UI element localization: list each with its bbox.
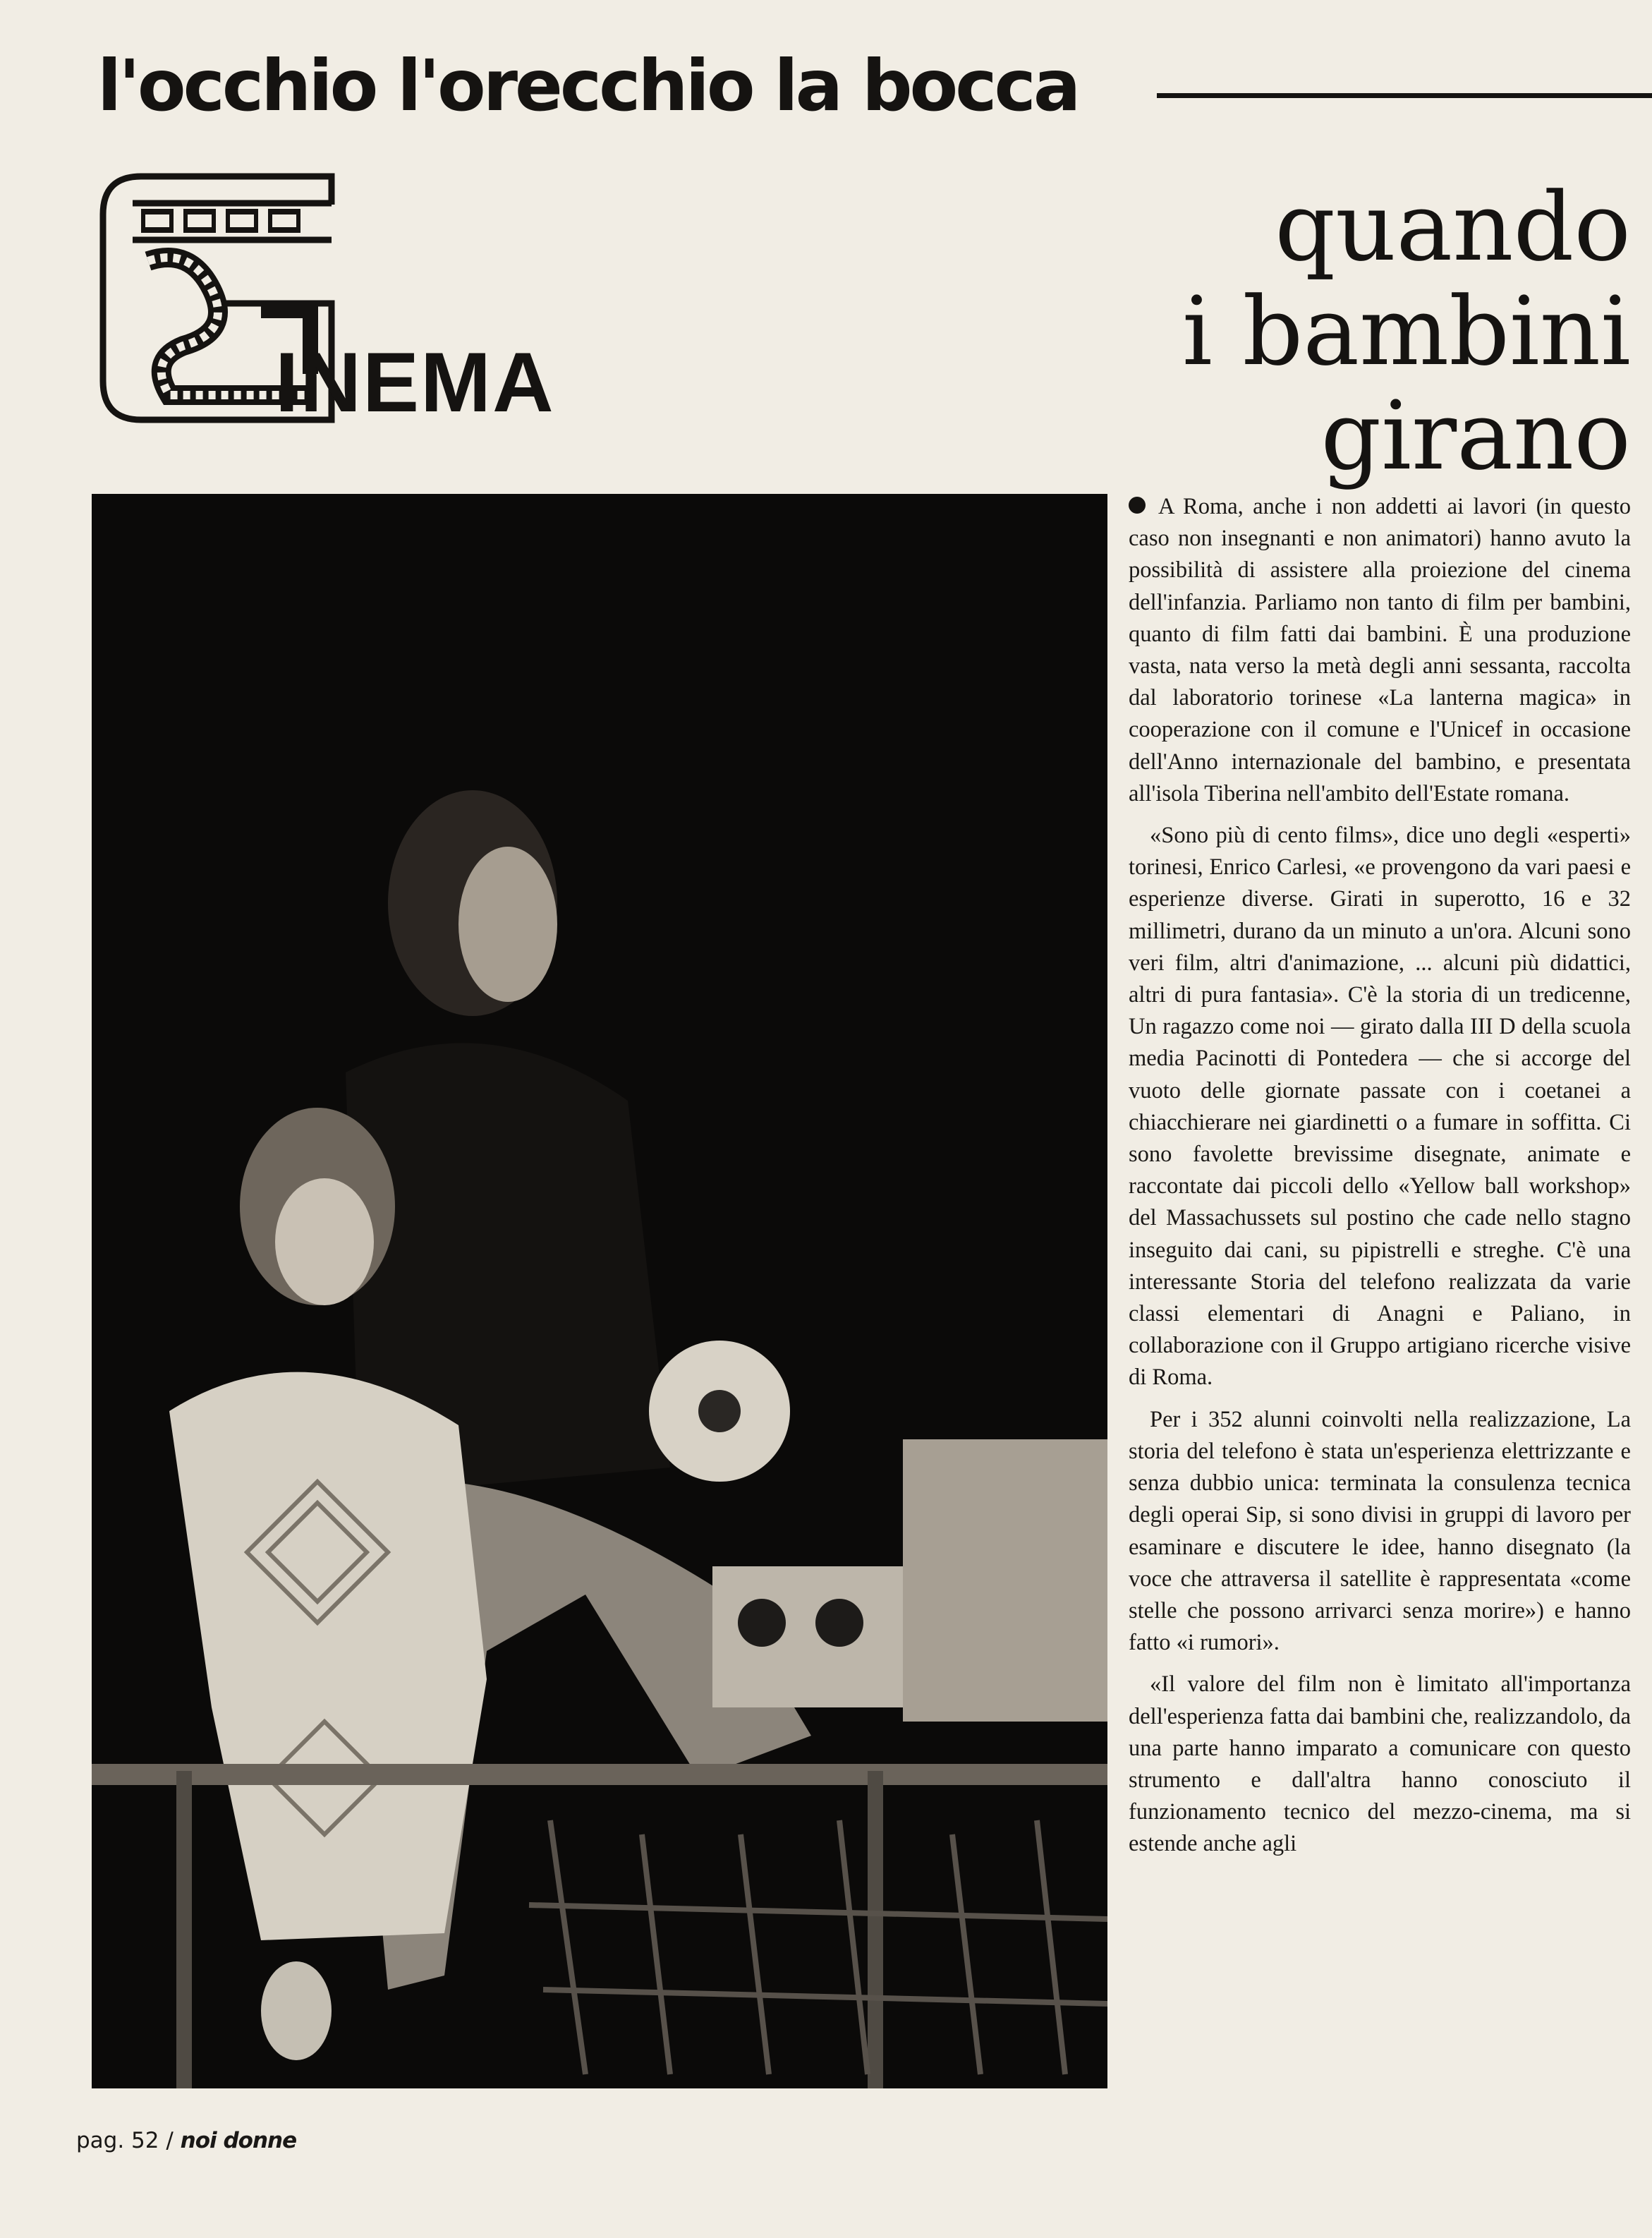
paragraph: Per i 352 alunni coinvolti nella realizzazione, La storia del telefono è stata un'esperienza elettrizzante e senza dubbio unica: terminata la consulenza tecnica degli operai Sip, si sono divisi in gruppi di lavoro per esaminare e discutere le idee, hanno disegnato (la voce che attraversa il satellite è rappresentata «come stelle che possono arrivarci senza morire») e hanno fatto «i rumori». [1129, 1406, 1631, 1656]
headline-line: quando [1275, 172, 1631, 282]
section-rubric: l'occhio l'orecchio la bocca [97, 44, 1079, 127]
rubric-divider [1157, 93, 1652, 98]
paragraph-text: A Roma, anche i non addetti ai lavori (in questo caso non insegnanti e non animatori) hanno avuto la possibilità di assistere alla proiezione del cinema dell'infanzia. Parliamo non tanto di film per bambini, quanto di film fatti dai bambini. È una produzione vasta, nata verso la metà degli anni sessanta, raccolta dal laboratorio torinese «La lanterna magica» in cooperazione con il comune e l'Unicef in occasione dell'Anno internazionale del bambino, e presentata all'isola Tiberina nell'ambito dell'Estate romana. [1129, 494, 1631, 806]
page-footer [76, 2128, 296, 2153]
section-logo [99, 169, 663, 430]
headline-line: i bambini [1182, 277, 1631, 387]
paragraph: «Il valore del film non è limitato all'importanza dell'esperienza fatta dai bambini che, realizzandolo, da una parte hanno imparato a comunicare con questo strumento e dall'altra hanno conosciuto il funzionamento tecnico del mezzo-cinema, ma si estende anche agli [1129, 1671, 1631, 1857]
headline-line: girano [1320, 381, 1631, 491]
article-photo [92, 494, 1107, 2088]
article-body [1129, 491, 1631, 1870]
magazine-name: noi donne [180, 2128, 297, 2153]
page-number: pag. 52 / [76, 2128, 174, 2153]
paragraph: «Sono più di cento films», dice uno degli «esperti» torinesi, Enrico Carlesi, «e provengono da vari paesi e esperienze diverse. Girati in superotto, 16 e 32 millimetri, durano da un minuto a un'ora. Alcuni sono veri film, altri d'animazione, ... alcuni più didattici, altri di pura fantasia». C'è la storia di un tredicenne, Un ragazzo come noi — girato dalla III D della scuola media Pacinotti di Pontedera — che si accorge del vuoto delle giornate passate con i coetanei a chiacchierare nei giardinetti o a fumare in soffitta. Ci sono favolette brevissime disegnate, animate e raccontate dai piccoli dello «Yellow ball workshop» del Massachussets sul postino che cade nello stagno inseguito dai cani, su pipistrelli e streghe. C'è una interessante Storia del telefono realizzata da varie classi elementari di Anagni e Paliano, in collaborazione con il Gruppo artigiano ricerche visive di Roma. [1129, 823, 1631, 1391]
bullet-icon [1129, 497, 1146, 514]
paragraph [1129, 491, 1631, 810]
photo-child-woman-projector [92, 494, 1107, 2088]
article-headline [784, 172, 1631, 491]
section-title: INEMA [275, 335, 555, 430]
